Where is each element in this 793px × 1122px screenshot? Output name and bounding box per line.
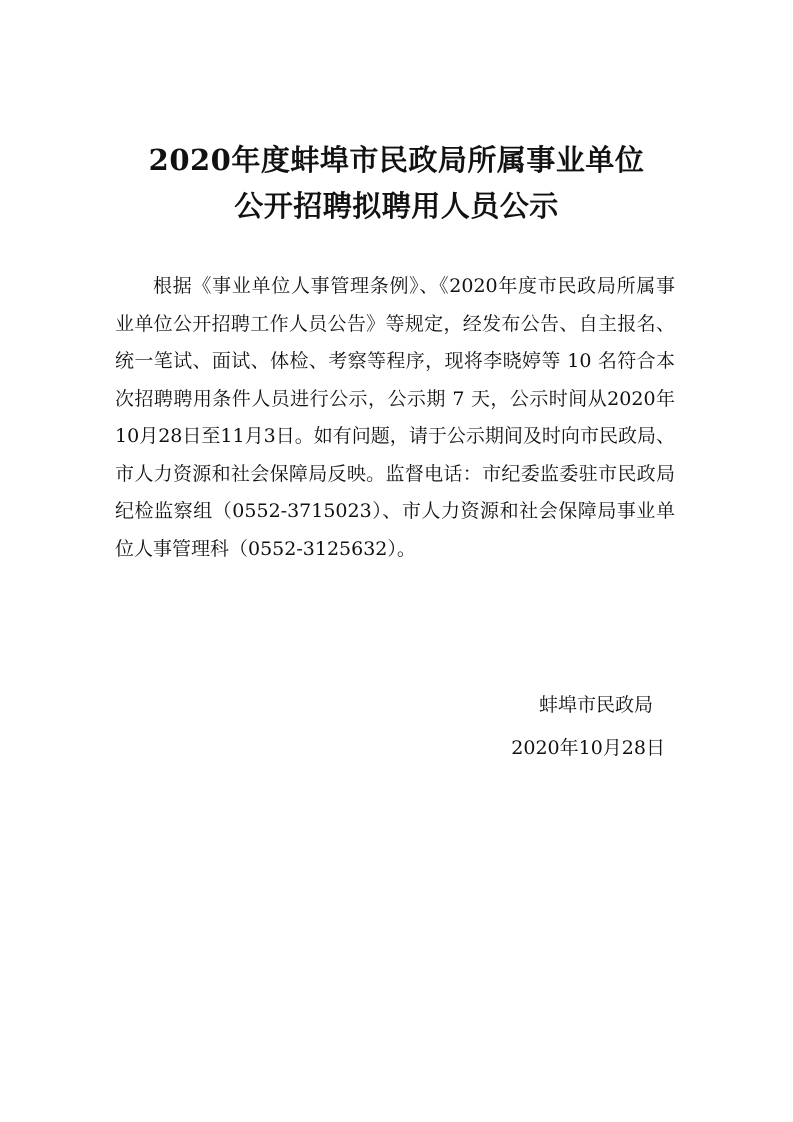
signature-organization: 蚌埠市民政局 [538, 694, 653, 716]
document-title-line-1: 2020年度蚌埠市民政局所属事业单位 [148, 143, 645, 177]
document-title-line-2: 公开招聘拟聘用人员公示 [234, 189, 559, 223]
signature-date: 2020年10月28日 [511, 737, 665, 759]
document-body-paragraph: 根据《事业单位人事管理条例》、《2020年度市民政局所属事业单位公开招聘工作人员公告》等规定，经发布公告、自主报名、统一笔试、面试、体检、考察等程序，现将李晓婷等 10 名符合本次招聘聘用条件人员进行公示，公示期 7 天，公示时间从2020年10月28日至11月3日。如有问题，请于公示期间及时向市民政局、市人力资源和社会保障局反映。监督电话：市纪委监委驻市民政局纪检监察组（0552-3715023）、市人力资源和社会保障局事业单位人事管理科（0552-3125632）。 [115, 275, 675, 560]
